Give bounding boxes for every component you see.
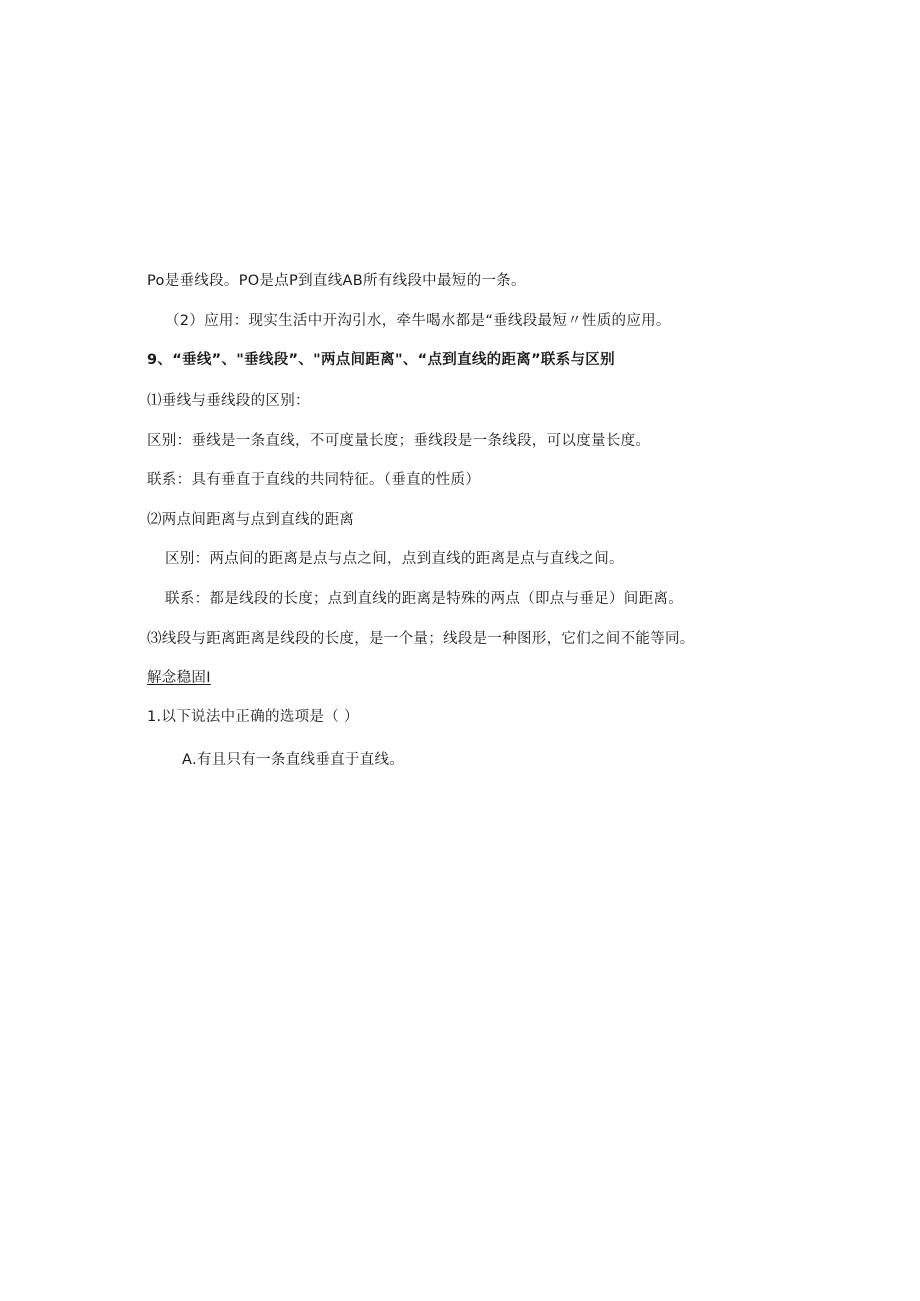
option-a: A.有且只有一条直线垂直于直线。 bbox=[182, 752, 405, 768]
exercise-section-title: 解念稳固I bbox=[147, 670, 211, 686]
text-line-difference-2: 区别：两点间的距离是点与点之间，点到直线的距离是点与直线之间。 bbox=[165, 551, 624, 567]
text-line-difference-1: 区别：垂线是一条直线，不可度量长度；垂线段是一条线段，可以度量长度。 bbox=[147, 433, 651, 449]
text-line-perpendicular-segment: Po是垂线段。PO是点P到直线AB所有线段中最短的一条。 bbox=[147, 273, 526, 289]
subheading-1: ⑴垂线与垂线段的区别： bbox=[147, 393, 310, 409]
subheading-3: ⑶线段与距离距离是线段的长度，是一个量；线段是一种图形，它们之间不能等同。 bbox=[147, 631, 695, 647]
text-line-connection-1: 联系：具有垂直于直线的共同特征。（垂直的性质） bbox=[147, 472, 481, 488]
section-heading-9: 9、“垂线”、"垂线段”、"两点间距离"、“点到直线的距离”联系与区别 bbox=[147, 352, 615, 368]
text-line-application: （2）应用：现实生活中开沟引水，牵牛喝水都是“垂线段最短〃性质的应用。 bbox=[165, 313, 671, 329]
text-line-connection-2: 联系：都是线段的长度；点到直线的距离是特殊的两点（即点与垂足）间距离。 bbox=[165, 591, 683, 607]
question-1: 1.以下说法中正确的选项是（ ） bbox=[147, 709, 359, 725]
subheading-2: ⑵两点间距离与点到直线的距离 bbox=[147, 512, 355, 528]
